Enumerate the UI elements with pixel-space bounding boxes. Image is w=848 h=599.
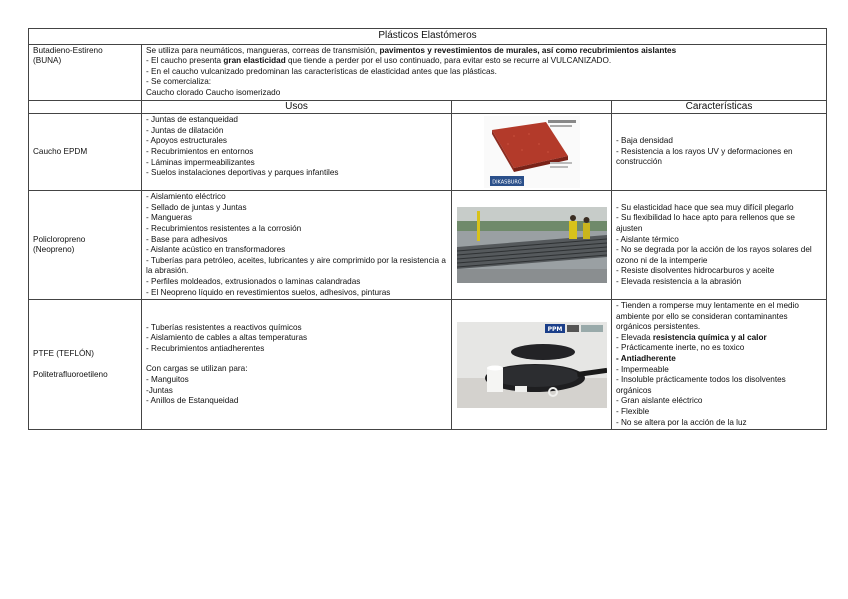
neopreno-caracteristica-item: - Aislante térmico: [616, 234, 679, 244]
neopreno-uso-item: - Sellado de juntas y Juntas: [146, 202, 247, 212]
ptfe-uso-item: - Aislamiento de cables a altas temperaturas: [146, 333, 308, 343]
material-name-buna: Butadieno-Estireno (BUNA): [29, 44, 142, 100]
rubber-tile-image: [484, 116, 580, 188]
svg-text:DIKASBURG: DIKASBURG: [491, 179, 522, 186]
epdm-uso-item: - Juntas de estanqueidad: [146, 115, 238, 125]
neopreno-uso-item: - Base para adhesivos: [146, 234, 228, 244]
epdm-uso-item: - Láminas impermeabilizantes: [146, 157, 255, 167]
epdm-usos: [142, 114, 452, 191]
epdm-uso-item: - Apoyos estructurales: [146, 136, 228, 146]
ptfe-uso-item: - Tuberías resistentes a reactivos químicos: [146, 322, 302, 332]
ptfe-usos: - Tuberías resistentes a reactivos químicos - Aislamiento de cables a altas temperaturas - Recubrimientos antiadherentes Con cargas se utilizan para: - Manguitos -Juntas - Anillos de Estanqueidad: [142, 300, 452, 430]
ptfe-carga-item: - Anillos de Estanqueidad: [146, 396, 239, 406]
neopreno-caracteristica-item: - Su elasticidad hace que sea muy difícil plegarlo: [616, 202, 794, 212]
ptfe-caracteristicas: - Tienden a romperse muy lentamente en el medio ambiente por ello se consideran contaminantes orgánicos persistentes. - Elevada resistencia química y al calor - Prácticamente inerte, no es toxico - Antiadherente - Impermeable - Insoluble prácticamente todos los disolventes orgánicos - Gran aislante eléctrico - Flexible - No se altera por la acción de la luz: [612, 300, 827, 430]
epdm-caracteristicas: [612, 114, 827, 191]
neopreno-caracteristica-item: - No se degrada por la acción de los rayos solares del ozono ni de la intemperie: [616, 245, 812, 265]
elastomers-table: [28, 28, 827, 430]
epdm-caracteristica-item: - Baja densidad: [616, 136, 673, 146]
neopreno-uso-item: - Mangueras: [146, 213, 192, 223]
material-name-neopreno: Policloropreno (Neopreno): [29, 191, 142, 300]
header-row: [29, 100, 827, 114]
epdm-uso-item: - Suelos instalaciones deportivas y parques infantiles: [146, 168, 339, 178]
table-title: Plásticos Elastómeros: [29, 29, 827, 45]
row-epdm: [29, 114, 827, 191]
material-name-epdm: Caucho EPDM: [29, 114, 142, 191]
neopreno-uso-item: - Perfiles moldeados, extrusionados o laminas calandradas: [146, 276, 361, 286]
material-name-ptfe: PTFE (TEFLÓN) Politetrafluoroetileno: [29, 300, 142, 430]
ptfe-carga-item: -Juntas: [146, 385, 173, 395]
row-butadieno: [29, 44, 827, 100]
epdm-caracteristica-item: - Resistencia a los rayos UV y deformaciones en construcción: [616, 146, 793, 167]
header-usos: Usos: [142, 100, 452, 114]
teflon-pan-photo: [457, 322, 607, 408]
ptfe-uso-item: - Recubrimientos antiadherentes: [146, 343, 265, 353]
row-ptfe: [29, 300, 827, 430]
header-caracteristicas: Características: [612, 100, 827, 114]
neopreno-uso-item: - Aislamiento eléctrico: [146, 192, 226, 202]
buna-description: Se utiliza para neumáticos, mangueras, correas de transmisión, pavimentos y revestimientos de murales, así como recubrimientos aislantes - El caucho presenta gran elasticidad que tiende a perder por el uso continuado, para evitar esto se recurre al VULCANIZADO. - En el caucho vulcanizado predominan las características de elasticidad antes que las plásticas. - Se comercializa: Caucho clorado Caucho isomerizado: [142, 44, 827, 100]
epdm-uso-item: - Recubrimientos en entornos: [146, 146, 254, 156]
svg-text:PPM: PPM: [547, 325, 562, 333]
ptfe-carga-item: - Manguitos: [146, 374, 189, 384]
neopreno-caracteristica-item: - Su flexibilidad lo hace apto para rellenos que se ajusten: [616, 213, 795, 233]
bridge-joint-photo: [457, 207, 607, 283]
neopreno-uso-item: - Recubrimientos resistentes a la corrosión: [146, 223, 302, 233]
ptfe-image: [452, 300, 612, 430]
neopreno-image: [452, 191, 612, 300]
epdm-image: [452, 114, 612, 191]
row-neopreno: [29, 191, 827, 300]
neopreno-caracteristicas: [612, 191, 827, 300]
neopreno-uso-item: - Aislante acústico en transformadores: [146, 245, 286, 255]
neopreno-uso-item: - Tuberías para petróleo, aceites, lubricantes y aire comprimido por la resistencia a la abrasión.: [146, 255, 446, 276]
neopreno-usos: [142, 191, 452, 300]
neopreno-caracteristica-item: - Elevada resistencia a la abrasión: [616, 276, 742, 286]
neopreno-caracteristica-item: - Resiste disolventes hidrocarburos y aceite: [616, 266, 775, 276]
epdm-uso-item: - Juntas de dilatación: [146, 125, 224, 135]
neopreno-uso-item: - El Neopreno líquido en revestimientos suelos, adhesivos, pinturas: [146, 287, 391, 297]
